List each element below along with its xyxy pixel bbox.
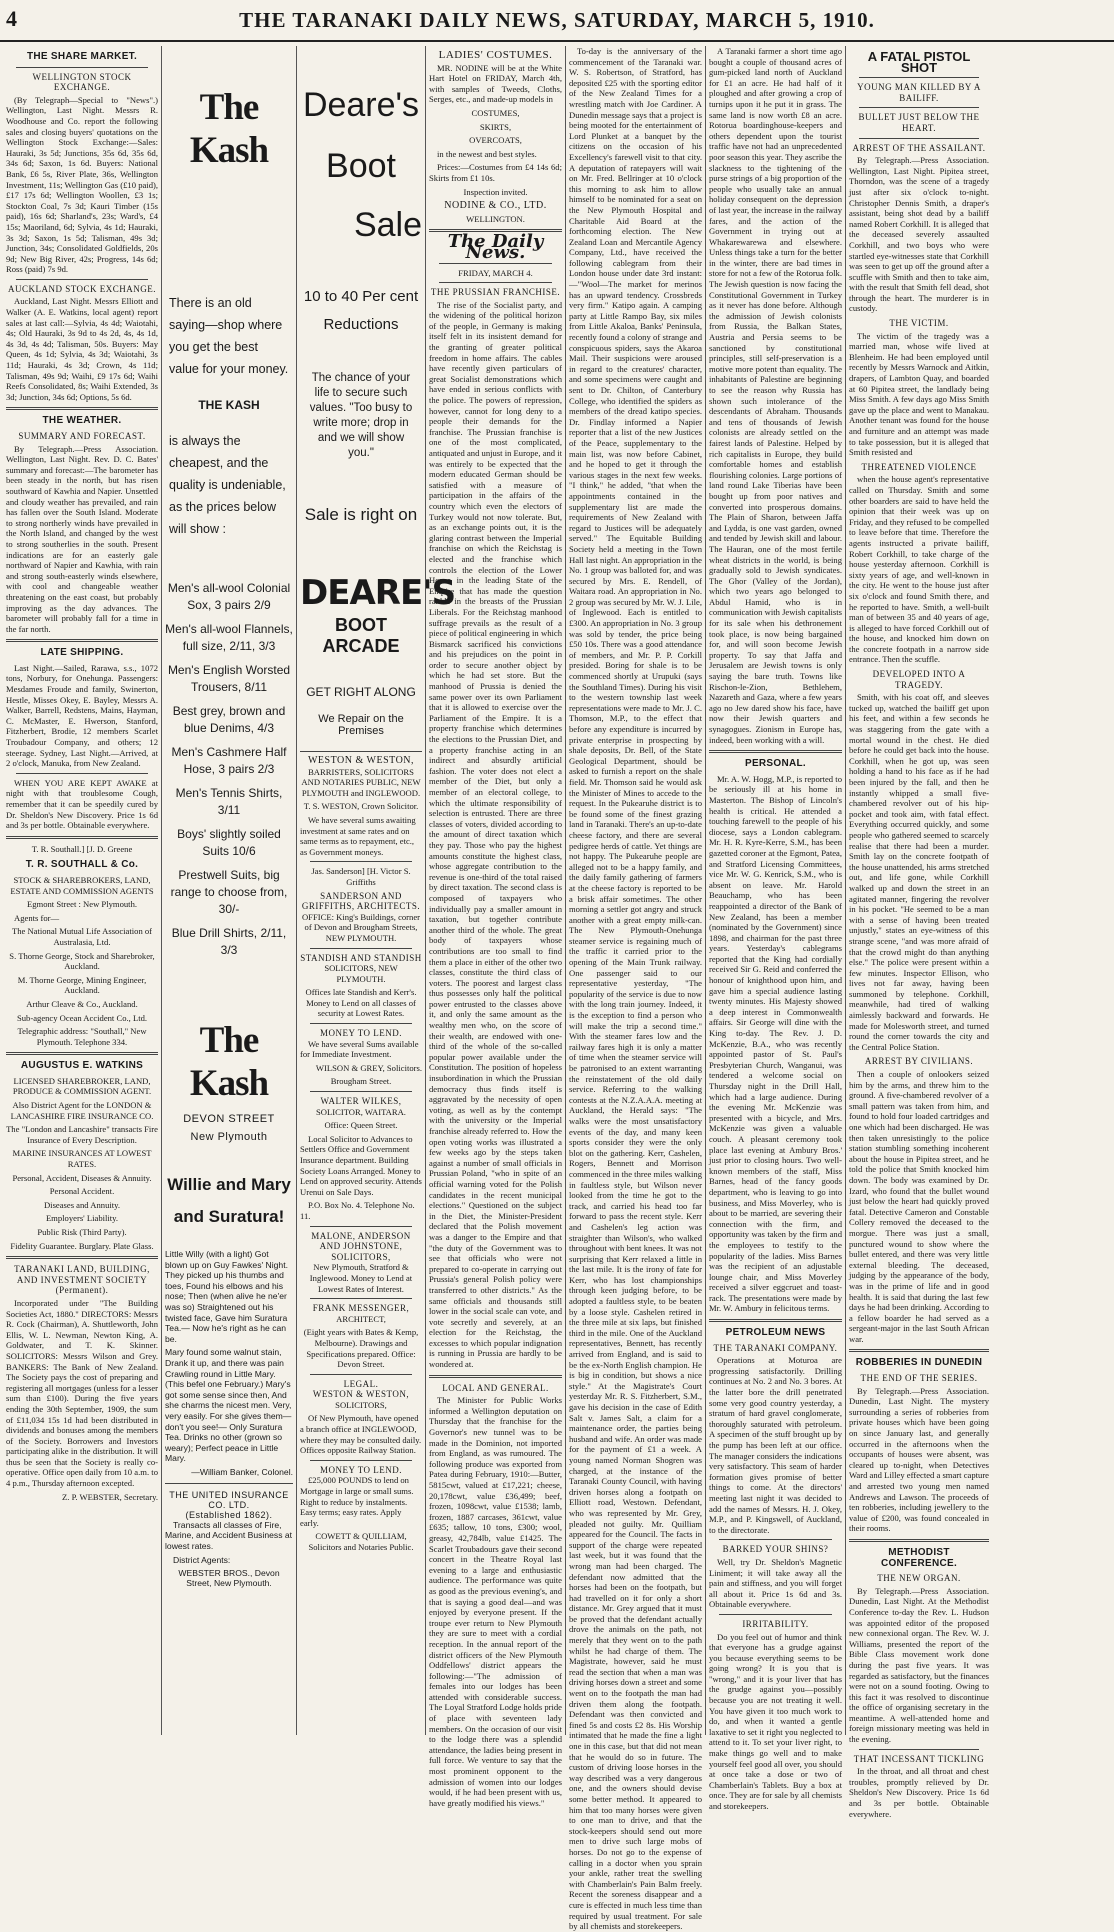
cough-advert: WHEN YOU ARE KEPT AWAKE at night with that troublesome Cough, remember that it can be speedily cured by Dr. Sheldon's New Discovery. Price 1s 6d and 3s per bottle. Obtainable everywhere.	[6, 777, 158, 831]
divider	[310, 1226, 412, 1227]
tickling-heading: THAT INCESSANT TICKLING	[853, 1753, 985, 1764]
auckland-heading: AUCKLAND STOCK EXCHANGE.	[7, 283, 157, 294]
kash-claim: is always the cheapest, and the quality is undeniable, as the prices below will show :	[169, 434, 286, 536]
irritability-heading: IRRITABILITY.	[742, 1618, 809, 1629]
weston-heading: WESTON & WESTON,	[307, 755, 415, 766]
nodine-heading: NODINE & CO., LTD.	[444, 200, 547, 212]
money-heading: MONEY TO LEND.	[319, 1028, 403, 1039]
southall-partners: T. R. Southall.] [J. D. Greene	[31, 843, 133, 854]
divider	[6, 407, 158, 410]
column-rule	[705, 46, 706, 1735]
methodist-text: By Telegraph.—Press Association. Dunedin, Last Night. At the Methodist Conference to-day the Rev. L. Hudson was appointed editor of the proposed new connexional organ. The Rev. W. J. Williams, presented the report of the Bible Class movement work done during the past five years. It was regarded as satisfactory, but the finances were not on a sound footing. Owing to this fact it was resolved to discontinue the office of organising secretary in the meantime. A well-attended home and foreign missionary meeting was held in the evening.	[849, 1585, 989, 1745]
robberies-heading: ROBBERIES IN DUNEDIN	[855, 1357, 983, 1369]
ladies-heading: LADIES' COSTUMES.	[438, 49, 553, 61]
prussian-heading: THE PRUSSIAN FRANCHISE.	[430, 287, 561, 298]
sanderson-names: Jas. Sanderson] [H. Victor S. Griffiths	[311, 866, 411, 887]
poem-signature: —William Banker, Colonel.	[191, 1466, 293, 1477]
standish-subheading: SOLICITORS, NEW PLYMOUTH.	[324, 963, 398, 984]
divider	[16, 279, 148, 280]
divider	[849, 1349, 989, 1352]
deare-advert	[300, 46, 456, 1735]
agency-item: S. Thorne George, Stock and Sharebroker, Auckland.	[9, 950, 155, 972]
overcoats-line: OVERCOATS,	[469, 135, 522, 146]
money-signature: WILSON & GREY, Solicitors.	[315, 1062, 422, 1073]
auckland-report: Auckland, Last Night. Messrs Elliott and Walker (A. E. Watkins, local agent) report sales at last call:—Sylvia, 4s 4d; Waiotahi, 4s; Old Hauraki, 3s 9d to 4s 2d, 4s, 4s 1d, 4s 3d, 4s 4d; Talisman, 50s. Buyers: May Queen, 4s 1d; Sylvia, 4s 3d; Waiotahi, 3s 11d; Hauraki, 4s 3d; Crown, 4s 11d; Talisman, 49s 9d; Waihi, £9 17s 6d; Waihi Reefs Consolidated, 8s; Waihi Extended, 3s 3d; Junction, 34s 6d; Options, 5s 6d.	[6, 296, 158, 402]
divider	[6, 1256, 158, 1259]
weather-heading: THE WEATHER.	[42, 415, 122, 427]
watkins-subheading: LICENSED SHAREBROKER, LAND, PRODUCE & COMMISSION AGENT.	[12, 1075, 152, 1097]
price-item: Men's all-wool Flannels, full size, 2/11, 3/3	[165, 622, 293, 653]
weston2-subheading: SOLICITORS,	[335, 1399, 387, 1410]
column-share-market	[6, 46, 158, 1735]
malone-heading: MALONE, ANDERSON AND JOHNSTONE, SOLICITORS,	[311, 1230, 411, 1262]
frank-subheading: ARCHITECT,	[336, 1313, 386, 1324]
divider	[300, 751, 422, 752]
divider	[16, 773, 148, 774]
divider	[310, 1091, 412, 1092]
kash-advert	[165, 46, 293, 1735]
pistol-subheading-1: YOUNG MAN KILLED BY A BAILIFF.	[857, 82, 981, 103]
insurance-line: Personal Accident.	[49, 1186, 115, 1197]
insurance-text: Transacts all classes of Fire, Marine, and Accident Business at lowest rates.	[165, 1519, 293, 1552]
deare-boot: Boot	[326, 147, 396, 185]
southall-heading: T. R. SOUTHALL & Co.	[25, 859, 139, 871]
editorial-masthead: The Daily News.	[447, 231, 544, 263]
divider	[859, 138, 979, 139]
personal-text: Mr. A. W. Hogg, M.P., is reported to be seriously ill at his home in Masterton. The Bishop of Lincoln's health is critical. He attended a touching farewell to the people of his diocese, says a London cablegram. Mr. H. R. Kyre-Kerre, S.M., has been gazetted coroner at the Egmont, Patea, and Stratford Licensing Committees, vice Mr. W. G. Kenrick, S.M., who is absent on leave. Mr. Harold Beauchamp, who has been reappointed a director of the Bank of New Zealand, has been a member (nominated by the Government) since 1898, and chairman for the past three years. Yesterday's cablegrams reported that the King had cordially received Sir G. Reid and conferred the honour of knighthood upon him, and gave him a special audience lasting twenty minutes. His Majesty showed a deep interest in Commonwealth affairs. Sir George will dine with the King to-day. The Rev. J. D. McKenzie, B.A., who was recently appointed pastor of St. Paul's Presbyterian Church, Wanganui, was tendered a welcome social on Thursday night in the Drill Hall, which had a large audience. During the evening Mr. McKenzie was presented with a bicycle, and Mrs. McKenzie was given a valuable couch. A pleasant ceremony took place last evening at Ambury Bros.' just prior to closing hours. Two well-known members of the staff, Miss Barnes, head of the fancy goods department, who is leaving to go into business, and Miss Moverley, who is about to be married, are severing their connection with the firm, and opportunity was taken by the firm and the employees to testify to the popularity of the ladies. Miss Barnes was the recipient of an adjustable lounge chair, and Miss Moverley received a silver eggcruet and toast-rack. The presentations were made by Mr. W. Ambury in felicitous terms.	[709, 773, 842, 1314]
tragedy-heading: DEVELOPED INTO A TRAGEDY.	[872, 669, 966, 690]
share-market-heading: THE SHARE MARKET.	[26, 51, 138, 62]
divider	[849, 1539, 989, 1542]
column-pistol-shot	[849, 46, 990, 1819]
methodist-heading: METHODIST CONFERENCE.	[880, 1546, 958, 1569]
deare-title: Deare's	[302, 86, 420, 124]
agency-item: The National Mutual Life Association of Australasia, Ltd.	[11, 926, 153, 947]
money2-heading: MONEY TO LEND.	[319, 1464, 403, 1475]
divider	[310, 1374, 412, 1375]
price-item: Best grey, brown and blue Denims, 4/3	[172, 704, 286, 735]
deare-column-notices	[300, 756, 422, 1553]
deare-sale-right: Sale is right on	[304, 505, 418, 524]
agency-item: Arthur Cleave & Co., Auckland.	[26, 998, 138, 1009]
insurance-line: Employers' Liability.	[45, 1213, 119, 1224]
column-personal	[709, 46, 842, 1811]
insurance-established: (Established 1862).	[185, 1509, 273, 1520]
editorial-date: FRIDAY, MARCH 4.	[458, 267, 533, 278]
insurance-line: Public Risk (Third Party).	[37, 1227, 127, 1237]
divider	[6, 639, 158, 642]
price-item: Prestwell Suits, big range to choose from, 30/-	[170, 868, 288, 916]
arrest-heading: ARREST BY CIVILIANS.	[864, 1056, 974, 1067]
kash-price-list	[165, 580, 293, 959]
tragedy-text: Smith, with his coat off, and sleeves tucked up, watched the bailiff get upon his feet, and within a few seconds he was staggering from the gate with a mortal wound in the chest. He died before he could get back into the house. Corkhill, when he got up, was seen holding a hand to his face as if he had been injured by the fall, and then he instantly whipped a small five-chambered revolver out of his hip-pocket and took aim, with fatal effect. Everything occurred quickly, and some people who gathered seemed to scarcely realise that there had been a murder. Smith lay on the concrete footpath of the house unattended, his arms stretched out, and life gone, while Corkhill walked up and down the street in an agitated manner, fingering the revolver in his pocket. "He seemed to be a man with a sense of having been treated unjustly," states an eye-witness of this strange scene, "and was more afraid of that the crowd might do than anything else." The police were present within a few minutes. Inspector Ellison, who lives not far away, having been summoned by telephone. Corkhill, meanwhile, had tired of walking aimlessly backward and forwards. He made for Molesworth street, and turned round the corner towards the city and the Central Police Station.	[849, 692, 989, 1052]
building-society-heading: TARANAKI LAND, BUILDING, AND INVESTMENT SOCIETY (Permanent).	[14, 1264, 150, 1296]
divider	[859, 77, 979, 78]
money2-signature: COWETT & QUILLIAM, Solicitors and Notaries Public.	[308, 1531, 414, 1552]
kash-town: New Plymouth	[190, 1131, 268, 1143]
divider	[859, 1749, 979, 1750]
wilkes-text: Local Solicitor to Advances to Settlers Office and Government Insurance department. Building Society Loans Arranged. Money to Lend on approved security. Attends Urenui on Sale Days.	[300, 1133, 422, 1197]
legal-heading: LEGAL.	[343, 1378, 379, 1389]
sanderson-heading: SANDERSON AND GRIFFITHS, ARCHITECTS.	[301, 890, 421, 912]
column-rule	[296, 46, 297, 1735]
local-article: The Minister for Public Works informed a Wellington deputation on Thursday that the franchise for the Governor's new tunnel was to be made in the Dominion, not imported from England, as was rumoured. The following produce was exported from Patea during February, 1910:—Butter, 5815cwt, valued at £17,221; cheese, 20,178cwt, value £36,499; beef, frozen, 1098cwt, value £1538; lamb, frozen, 1887 carcases, 361cwt, value £635; tallow, 10 tons, £300; wool, greasy, 42,784lb, value £1425. The Scarlet Troubadours gave their second concert in the Theatre Royal last evening to a large and enthusiastic audience. The performance was quite as good as the previous evening's, and that is saying a good deal—and was enjoyed by everyone present. If the troupe ever return to New Plymouth they are sure to meet with a cordial reception. In the annual report of the district officers of the New Plymouth Oddfellows' district appears the following:—"The admission of females into our lodges has been attended with considerable success. The Loyal Stratford Lodge holds pride of place with seventeen lady members. On the occasion of our visit to the lodge there was a splendid attendance, the ladies being present in full force. We venture to say that the most prominent opponent to the admission of women into our lodges would, if he had been present with us, have greatly modified his views."	[429, 1395, 562, 1808]
deare-get-right: GET RIGHT ALONG	[306, 685, 416, 699]
price-item: Boys' slightly soiled Suits 10/6	[177, 827, 281, 858]
insurance-heading: THE UNITED INSURANCE CO. LTD.	[169, 1489, 289, 1510]
deare-arcade: BOOT ARCADE	[322, 615, 400, 656]
divider	[429, 1375, 562, 1378]
divider	[719, 1539, 832, 1540]
robberies-text: By Telegraph.—Press Association. Dunedin, Last Night. The mystery surrounding a series of robberies from private houses which have been going on since January last, and generally occurred in the afternoons when the occupants of houses were absent, was cleared up to-night, when Detectives Ward and Lilley effected a smart capture and arrested two young men named Andrews and Lawson. The proceeds of ten robberies, including jewellery to the value of £200, was found concealed in their rooms.	[849, 1385, 989, 1534]
threatened-heading: THREATENED VIOLENCE	[861, 461, 977, 472]
agency-item: Sub-agency Ocean Accident Co., Ltd.	[16, 1012, 148, 1023]
insurance-agents: WEBSTER BROS., Devon Street, New Plymouth.	[178, 1567, 280, 1588]
costumes-line: COSTUMES,	[471, 107, 520, 118]
robberies-subheading: THE END OF THE SERIES.	[860, 1373, 978, 1384]
arrest-text: Then a couple of onlookers seized him by the arms, and threw him to the ground. A five-chambered revolver of a small pattern was taken from him, and found to hold four loaded cartridges and one which had been discharged. He was then taken unresistingly to the police station stumbling something incoherent about the house in Pipitea street, and he told the police that Smith knocked him down. The body was examined by Dr. Izard, who found that the bullet wound just below the heart had quickly proved fatal. Detective Cameron and Constable Collery removed the deceased to the morgue. There was just a small, punctured wound to show where the bullet entered, and there was very little external bleeding. The deceased, judging by the appearance of the body, was in the prime of life and in good health. It is said that during the last few days he had been drinking. According to a fellow boarder he had served as a sergeant-major in the last South African war.	[849, 1069, 989, 1344]
price-item: Men's Cashmere Half Hose, 3 pairs 2/3	[171, 745, 287, 776]
divider	[6, 1052, 158, 1055]
weston2-text: Of New Plymouth, have opened a branch office at INGLEWOOD, where they may be consulted daily. Offices opposite Railway Station.	[300, 1413, 422, 1456]
kash-subtitle: THE KASH	[198, 398, 260, 412]
money2-text: £25,000 POUNDS to lend on Mortgage in large or small sums. Right to reduce by instalments. Easy terms; easy rates. Apply early.	[300, 1475, 414, 1528]
pistol-subheading-2: BULLET JUST BELOW THE HEART.	[858, 112, 980, 133]
insurance-line: Fidelity Guarantee. Burglary. Plate Glass.	[10, 1240, 154, 1251]
agency-item: M. Thorne George, Mining Engineer, Auckland.	[17, 974, 147, 996]
southall-subheading: STOCK & SHAREBROKERS, LAND, ESTATE AND COMMISSION AGENTS	[10, 874, 154, 896]
methodist-subheading: THE NEW ORGAN.	[877, 1573, 961, 1584]
divider	[310, 1460, 412, 1461]
marine-insurance: MARINE INSURANCES AT LOWEST RATES.	[12, 1148, 152, 1170]
ladies-text: MR. NODINE will be at the White Hart Hotel on FRIDAY, March 4th, with samples of Tweeds, Cloths, Serges, etc., and made-up models in	[429, 62, 562, 105]
divider	[310, 948, 412, 949]
kash-title: The Kash	[189, 87, 269, 171]
pistol-subheading-3: ARREST OF THE ASSAILANT.	[852, 142, 986, 153]
column-rule	[161, 46, 162, 1735]
agents-for: Agents for—	[14, 912, 60, 923]
kash-intro: There is an old saying—shop where you get the best value for your money.	[169, 296, 289, 376]
kash-street: DEVON STREET	[183, 1113, 275, 1125]
news-paragraphs: A Taranaki farmer a short time ago bought a couple of thousand acres of gum-picked land north of Auckland for £1 an acre. He had half of it ploughed and after growing a crop of turnips upon it he put it in grass. The same land is now worth £8 an acre. Rotorua boardinghouse-keepers and others dependent upon the tourist traffic have not had an unprecedented poor season this year. They ascribe the slackness to the tightening of the purse strings of a big proportion of the people who usually take an annual holiday consequent on the depression of last year, the increase in the railway fares, and the action of the Government in trying out at Whakarewarewa and elsewhere. Unless things take a turn for the better in the winter, there are bad times in store for not a few of the Rotorua folk. The Jewish question is now facing the Constitutional Government in Turkey as it never has done before. Although the admission of Jewish colonists from Russia, the Balkan States, Austria and Persia seems to be sanctioned by constitutional principles, still self-preservation is a motive more potent than equality. The inhabitants of Palestine are beginning to see the reason why Russia has shown such intolerance of the descendants of Abraham. Thousands and tens of thousands of Jewish colonists are already settled on the fairest lands of Palestine. Helped by rich capitalists in Europe, they build comfortable homes and establish flourishing colonies. Large portions of land round Lake Tiberias have been bought up from poor natives and converted into prosperous domains. The Plain of Sharon, between Jaffa and Lydda, is one vast garden, owned and tended by Jewish skill and labour. The Hauran, one of the most fertile wheat districts in the world, is being gradually sold to Jewish syndicates. The Ghor (Valley of the Jordan), which two years ago belonged to Abdul Hamid, who is in communication with Jewish capitalists for its sale when his dethronement took place, is now being bargained for, and will soon become Jewish property. To say that Jaffa and Jerusalem are Jewish towns is only saying the bare truth. Towns like Rischon-le-Zion, Bethlehem, Nazareth and Gaza, where a few years ago no Jew dared show his face, have now their Jewish quarters and synagogues. Zionism in Europe has, indeed, been working with a will.	[709, 46, 842, 745]
divider	[709, 1319, 842, 1322]
divider	[310, 1298, 412, 1299]
shipping-heading: LATE SHIPPING.	[40, 647, 124, 659]
telegraphic-address: Telegraphic address: "Southall," New Plymouth. Telephone 334.	[17, 1026, 147, 1047]
insurance-line: Personal, Accident, Diseases & Annuity.	[12, 1172, 152, 1183]
money-text: We have several Sums available for Immediate Investment.	[300, 1038, 419, 1060]
willie-mary-heading: Willie and Mary and Suratura!	[167, 1175, 291, 1226]
weston-crown: T. S. WESTON, Crown Solicitor.	[303, 801, 419, 812]
wilkes-office: Office: Queen Street.	[324, 1120, 398, 1131]
divider	[709, 750, 842, 753]
building-society-text: Incorporated under "The Building Societies Act, 1880." DIRECTORS: Messrs R. Cock (Chairman), A. Shuttleworth, John Ellis, W. L. Newman, Newton King, A. Goldwater, and T. K. Skinner. SOLICITORS: Messrs Wilson and Grey. BANKERS: The Bank of New Zealand. The Society pays the cost of preparing and registering all mortgages (unless for a lesser sum than £100). During the five years ending the 30th September, 1909, the sum of £11,034 15s 1d had been distributed in dividends and bonuses among the members of the Society. Borrowers and Investors participating alike in the distribution. It will thus be seen that the Society is really co-operative. Office open daily from 10 a.m. to 4 p.m., Thursday afternoon excepted.	[6, 1297, 158, 1489]
latest-styles: in the newest and best styles.	[437, 148, 537, 159]
poem-mary: Mary found some walnut stain, Drank it up, and there was pain Crawling round in Little Mary. (This befel one February.) Mary's got some sense since then, And she charms the nicest men. Very, very easily. For she gives them—don't you see!— Only Suratura Tea. Drinks no other (grown so weary); Perfect peace in Little Mary.	[165, 1347, 292, 1464]
southall-address: Egmont Street : New Plymouth.	[26, 899, 138, 910]
weather-subheading: SUMMARY AND FORECAST.	[18, 431, 146, 441]
column-local-news	[569, 46, 702, 1932]
frank-heading: FRANK MESSENGER,	[312, 1303, 410, 1314]
inspection-line: Inspection invited.	[463, 186, 528, 197]
threatened-text: when the house agent's representative called on Thursday. Smith and some other boarders are said to have held the opinion that their week was up on Friday, and they refused to be compelled to leave before that time. Therefore the agents instructed a private bailiff, Robert Corkhill, to take charge of the house yesterday afternoon. Corkhill is sixty years of age, and well-known in the city. He went to the house just after six o'clock and found Smith there, and he reported to have. Smith, a well-built man of between 35 and 40 years of age, is alleged to have forced Corkhill out of the house, and knocked him down on the concrete footpath in a narrow side entrance. Then the scuffle.	[849, 474, 990, 665]
standish-text: Offices late Standish and Kerr's. Money to Lend on all classes of security at Lowest Rates.	[305, 987, 417, 1019]
divider	[310, 861, 412, 862]
petroleum-text: Operations at Moturoa are progressing satisfactorily. Drilling continues at No. 2 and No. 3 bores. At the latter bore the drill penetrated some very good country yesterday, a stratum of hard gravel conglomerate, thoroughly saturated with petroleum. A specimen of the stuff brought up by the pump has been left at our office. The manager considers the indications very satisfactory. This seam of harder formation gives promise of better things to come. At the directors' meeting last night it was decided to add the names of Messrs. H. J. Okey, M.P., and P. Kingswell, of Auckland, to the directorate.	[709, 1355, 842, 1535]
deare-sale: Sale	[353, 206, 422, 244]
deare-repair: We Repair on the Premises	[318, 713, 404, 737]
divider	[859, 107, 979, 108]
nodine-town: WELLINGTON.	[466, 213, 525, 224]
wellington-report: (By Telegraph—Special to "News".) Wellington, Last Night. Messrs R. Woodhouse and Co. report the following sales and closing buyers' quotations on the Wellington Stock Exchange:—Sales: Hauraki, 3s 5d; Junctions, 35s 6d, 35s 6d, 34s 6d; Saxon, 1s 6d. Buyers: National Bank, £6 5s, River Plate, 36s, Wellington Investment, 11s; Wellington Gas (£10 paid), £17 17s 6d; Wellington Woollen, £3 1s; Stockton Coal, 7s 3d; Kauri Timber (15s paid), 16s 6d; Sharland's, 23s; Ward's, £4 15s; Maoriland, 6d; Sylvia, 4s 1d; Hauraki, 3s 3d; Saxon, 1s 5d; Talisman, 49s 3d; Junction, 34s; Consolidated Goldfields, 20s 9d; New Big River, 42s; Progress, 14s 6d; Ross (paid) 7s 9d.	[6, 94, 158, 275]
page-number: 4	[6, 6, 17, 31]
money-street: Brougham Street.	[330, 1076, 392, 1087]
price-item: Men's all-wool Colonial Sox, 3 pairs 2/9	[167, 581, 291, 612]
price-item: Blue Drill Shirts, 2/11, 3/3	[171, 926, 287, 957]
wilkes-subheading: SOLICITOR, WAITARA.	[316, 1106, 406, 1117]
price-item: Men's Tennis Shirts, 3/11	[175, 786, 283, 817]
shipping-report: Last Night.—Sailed, Rarawa, s.s., 1072 tons, Norbury, for Onehunga. Passengers: Mesdames Froude and family, Swinerton, Hestle, Misses Okey, E. Bayley, Messrs A. Walker, Barrell, Redstens, Mains, Hayman, C. McMaster, E. Hwerson, Stanford, Fitzherbert, Brodie, 12 members Scarlet Troubadour Company, and others; 12 steerage. Sydney, Last Night.—Arrived, at 2 o'clock, Manuka, from New Zealand.	[6, 662, 158, 769]
tickling-text: In the throat, and all throat and chest troubles, promptly relieved by Dr. Sheldon's New Discovery. Price 1s 6d and 3s per bottle. Obtainable everywhere.	[849, 1766, 989, 1819]
malone-text: New Plymouth, Stratford & Inglewood. Money to Lend at Lowest Rates of Interest.	[309, 1262, 413, 1294]
wilkes-box: P.O. Box No. 4. Telephone No. 11.	[300, 1200, 415, 1221]
wellington-heading: WELLINGTON STOCK EXCHANGE.	[32, 71, 132, 93]
barked-text: Well, try Dr. Sheldon's Magnetic Liniment; it will take away all the pain and stiffness, and you will forget all about it. Price 1s 6d and 3s. Obtainable everywhere.	[709, 1556, 842, 1610]
weston-text: We have several sums awaiting investment at same rates and on same terms as to repayment, etc., as Government moneys.	[300, 814, 416, 857]
deare-chance: The chance of your life to secure such values. "Too busy to write more; drop in and we will show you."	[309, 372, 413, 459]
divider	[439, 282, 552, 283]
divider	[165, 1483, 293, 1484]
column-rule	[425, 46, 426, 1735]
frank-text: (Eight years with Bates & Kemp, Melbourne). Drawings and Specifications prepared. Office: Devon Street.	[303, 1327, 419, 1370]
deare-arcade-name: DEARE'S	[300, 573, 456, 613]
pistol-heading: A FATAL PISTOL SHOT	[867, 49, 971, 75]
newspaper-title: THE TARANAKI DAILY NEWS, SATURDAY, MARCH 5, 1910.	[239, 8, 875, 32]
masthead	[0, 0, 1114, 42]
local-heading: LOCAL AND GENERAL.	[442, 1382, 549, 1393]
victim-text: The victim of the tragedy was a married man, whose wife lived at Blenheim. He had been employed until recently by Messrs Warnock and Aitkin, drapers, of Lambton Quay, and boarded at 60 Pipitea street, the landlady being Miss Smith. A few days ago Miss Smith gave up the place and went to Manakau. Another tenant was found for the house and furniture and an attempt was made to take possession, but it is alleged that Smith resisted and	[849, 330, 989, 458]
personal-heading: PERSONAL.	[744, 758, 807, 770]
divider	[719, 1614, 832, 1615]
sanderson-text: OFFICE: King's Buildings, corner of Devon and Brougham Streets, NEW PLYMOUTH.	[301, 911, 421, 943]
weather-report: By Telegraph.—Press Association. Wellington, Last Night. Rev. D. C. Bates' summary and forecast:—The barometer has been steady in the north, but has risen southward of Kawhia and Napier. Unsettled and cloudy weather has prevailed, and rain has fallen over the South Island. Moderate to strong northerly winds have prevailed in the North Island, and changed by the west to strong southerlies in the south. Present indications are for an easterly gale northward of Napier and Kawhia, with rain and strong south-easterly winds elsewhere, with cool and changeable weather threatening on the east coast, but probably improving as the day advances. The barometer will probably fall for a time in the far north.	[6, 443, 158, 634]
weston2-heading: WESTON & WESTON,	[312, 1389, 410, 1400]
kash-title-2: The Kash	[189, 1020, 269, 1104]
column-editorial	[429, 46, 562, 1808]
wilkes-heading: WALTER WILKES,	[320, 1096, 402, 1107]
pistol-article: By Telegraph.—Press Association. Wellington, Last Night. Pipitea street, Thorndon, was the scene of a tragedy just after six o'clock to-night. Christopher Dennis Smith, a draper's assistant, being shot dead by a bailiff named Robert Corkhill. It is alleged that the deceased severely assaulted Corkhill, and two boys who were startled eye-witnesses state that Corkhill was seen to get up off the ground after a scuffle with Smith and then to take aim, with the result that Smith fell dead, shot through the heart. The murderer is in custody.	[849, 155, 989, 314]
skirts-line: SKIRTS,	[479, 121, 512, 132]
column-rule	[565, 46, 566, 1735]
prussian-article: The rise of the Socialist party, and the widening of the political horizon of the people, in Germany is making itself felt in its insistent demand for the granting of greater political freedom in home affairs. The cables have recently given particulars of great Socialist demonstrations which have ended in serious conflicts with the police. The powers of repression, however, cannot for long deny to a people their demands for the franchise. The Prussian franchise is one of the most complicated, antiquated and unjust in Europe, and it was entirely to be expected that the modern educated German should be satisfied with a measure of participation in the affairs of the country which even the electors of Turkey would not now tolerate. But, as an exchange points out, it is the glaring contrast between the Imperial franchise on which the Reichstag is elected and the franchise which controls the election of the Lower House in the leading State of the Empire that has made the question rankle in the breasts of the Prussian Liberals. For the Reichstag manhood suffrage prevails as the result of a piece of political engineering in which Bismarck sacrificed his convictions and his prejudices on the point in order to secure another object by which he had set store. But the manhood of Prussia is denied the same power over its own Parliament that it is allowed to exercise over the Parliament of the Empire. It is a property franchise which determines the elections to the Prussian Diet, and a property franchise acting in an indirect and absurdly artificial fashion. The voter does not elect a member of the Diet, but only a member of an electoral college, to which the ultimate responsibility of selection is entrusted. There are three classes of voters, divided according to the amount of direct taxation which they pay. Those who pay the highest amounts constitute the highest class, whose aggregate contribution to the revenue is one-third of the total raised by direct taxation. The second class is composed of taxpayers who individually pay a smaller amount in taxation, but together contribute another third of the whole. The great body of taxpayers whose contributions are too small to find them a place in either of the other two classes, constitute the third class of voters. The poorest and largest class thus possesses only half the political power entrusted to the classes above it, and only the same amount as the wealthy men who, on the score of their wealth, are endowed with one-third of the whole of the so-called popular power available under the Constitution. The position of hopeless insubordination in which the Prussian democracy thus finds itself is aggravated by the necessity of open voting, as well as by the contempt with the university or the Imperial franchise already referred to. How the open voting works was illustrated a few weeks ago by the steps taken against a number of small officials in Prussian Poland, "who in spite of an official warning voted for the Polish candidates in the recent municipal elections." Questioned on the subject in the Diet, the Minister-President declared that the Polish movement was a danger to the Empire and that "the duty of the Government was to see that officials who were not prepared to co-operate in carrying out Prussia's general Polish policy were transferred to other districts." As the same officials and thousands still lower in the social scale can vote, and vote secretly and severely, at an election for the Reichstag, the excesses to which popular indignation is running in Prussia are hardly to be wondered at.	[429, 299, 562, 1370]
insurance-agents-label: District Agents:	[173, 1554, 231, 1565]
discount-headline: 10 to 40 Per cent Reductions	[303, 288, 419, 333]
insurance-line: Diseases and Annuity.	[43, 1199, 121, 1210]
building-society-signature: Z. P. WEBSTER, Secretary.	[62, 1491, 158, 1502]
watkins-heading: AUGUSTUS E. WATKINS	[20, 1060, 144, 1072]
divider	[310, 1023, 412, 1024]
watkins-insurance: The "London and Lancashire" transacts Fire Insurance of Every Description.	[6, 1124, 158, 1145]
divider	[16, 67, 148, 68]
column-rule	[845, 46, 846, 1735]
petroleum-subheading: THE TARANAKI COMPANY.	[713, 1342, 838, 1353]
irritability-text: Do you feel out of humor and think that everyone has a grudge against you because everything seems to be going wrong? It is you that is "wrong," and it is your liver that has the grudge against you—possibly because you are not treating it well. You have given it too much work to do, and when it wanted a gentle laxative to set it right you neglected to attend to it. To set your liver right, to make things go well and to make yourself feel good all over, you should at once take a dose or two of Chamberlain's Tablets. Buy a box at once. They are for sale by all chemists and storekeepers.	[709, 1631, 842, 1811]
price-item: Men's English Worsted Trousers, 8/11	[167, 663, 291, 694]
weston-subheading: BARRISTERS, SOLICITORS AND NOTARIES PUBLIC, NEW PLYMOUTH and INGLEWOOD.	[301, 766, 421, 798]
poem-willy: Little Willy (with a light) Got blown up on Guy Fawkes' Night. They picked up his thumbs and toes, Found his elbows and his nose; Then (when alive he ne'er was so) Straightened out his twisted face, Gave him Suratura Tea.— Now he's right as he can be.	[165, 1249, 288, 1344]
standish-heading: STANDISH AND STANDISH	[300, 952, 422, 963]
victim-heading: THE VICTIM.	[889, 318, 949, 329]
local-news-text: To-day is the anniversary of the commencement of the Taranaki war. W. S. Robertson, of Stratford, has deposited £25 with the sporting editor of the New Zealand Times for a wrestling match with Joe Cardiner. A Dunedin message says that a project is being mooted for the entertainment of Lord Plunket at a banquet by the citizens on the occasion of his Excellency's farewell visit to that city. A deputation of ratepayers will wait on Mr. Fred. Bellringer at 10 o'clock this morning to ask him to allow himself to be nominated for a seat on the New Plymouth Hospital and Charitable Aid Board at the forthcoming election. The New Zealand Loan and Mercantile Agency Company, Ltd., have received the following cablegram from their London house under date 3rd instant:—"Wool—The market for merinos has an upward tendency. Crossbreds very firm." Katipo again. A camping party at Little Rampo Bay, six miles from Little Akaloa, Banks' Peninsula, recently found a colony of strange and conspicuous spiders, says the Akaroa Mail. Their suspicions were aroused in regard to the creatures' character, and some specimens were caught and sent to Dr. Chilton, of Canterbury College, who identified the spiders as members of the dread katipo species. Dr. Findlay informed a Napier reporter that a list of the new Justices of the Peace, supplementary to the main list, was now before Cabinet, and he hoped to get it through the various stages in the next few weeks. "I think," he added, "that when the appointments contained in the supplementary list are made the requirements of New Zealand with regard to Justices will be adequately served." The Equitable Building Society held a meeting in the Town Hall last night. An appropriation in the No. 1 group was balloted for, and was secured by Mrs. E. Rendell, of Waitara road. An appropriation in No. 2 group was secured by Mr. W. J. Lile, of Inglewood. Each is entitled to £300. An appropriation in No. 3 group was sold by tender, the price being £50 10s. There was a good attendance of members, and Mr. P. P. Corkill presided. Boring for shale is to be commenced shortly at Urupuki (says the Southland Times). During his visit to the western township last week representations were made to Mr. J. C. Thomson, M.P., to the effect that before any expenditure is incurred by private enterprise in prospecting by shale deposits, Dr. Bell, of the State Geological Department, should be asked to furnish a report on the shale field. Mr. Thomson said he would ask the Minister of Mines to accede to the request. In the Pukearuhe district is to be found some of the finest grazing land in Taranaki. There's an up-to-date cheese factory, and there are several pedigree herds of cattle. Yet things are not happy. The Pukearuhe people are alleged not to be a happy family, and the daily family gathering of farmers at the cheese factory is reported to be a brisk affair sometimes. The other morning a settler got angry and struck another with a great empty milk-can. The New Plymouth-Onehunga steamer service is regaining much of the traffic it carried prior to the opening of the Main Trunk railway. One passenger said to our representative yesterday, "The popularity of the service is due to now with the long train journey. Indeed, it is the exception to find a person who will make the trip a second time." With the steamer fares low and the railway fares high it is only a matter of time when the steamer service will be patronised to an extent warranting the reinstatement of the old daily service. Referring to the walking contests at the N.Z.A.A.A. meeting at Auckland, the Herald says: "The walks were the most unsatisfactory events of the day, and many keen sports consider they were the only blot on the gathering. Kerr, Cashelen, Rogers, Bennett and Morrison commenced in the three miles walking in faultless style, but Wilson never looked from the time he got to the track, and carried his head too far forward to pass the recent style. Kerr and Cashelen's leg action was straighter than Wilson's, who walked throughout with bent knees. It was not surprising that Kerr relaxed a little in the last mile. It is the irony of fate for Kerr, who has lost championships through keen judging before, to be adopted a faultless style, to be beaten by a loose style. Cashelen retired in the three mile at six laps, but finished third in the mile. One of the Auckland representatives, Bennett, has recently arrived from England, and is said to be the ex-North English champion. He is big in condition, but shows a nice style." At the Magistrate's Court yesterday Mr. R. S. Fitzherbert, S.M., gave his decision in the case of Edith Salt v. James Salt, a claim for a maintenance order, the parties being husband and wife. An order was made for the payment of £1 a week. A young named Norman Shogren was charged, at the instance of the Taranaki County Council, with having driven horses along a footpath on Elliott road, Westown. Defendant, who was represented by Mr. Grey, pleaded not guilty. Mr. Quilliam appeared for the Council. The facts in support of the charge were repeated last week, but it was found that the wrong man had been charged. The defendant now admitted that the horses had been on the footpath, but had travelled on it for only a short distance. Mr. Grey argued that it must be proved that the defendant actually drove the animals on the path, not merely that they went on to the path whilst he had charge of them. The Magistrate, however, said he must read the section that when a man was driving horses down a street and some went on to the footpath the man had driven them along the footpath. Defendant was then convicted and fined 5s and costs £2 8s. His Worship intimated that he made the fine a light one in this case, but that did not mean that he would do so in future. The custom of driving loose horses in the way described was a very dangerous one, and the owners should devise some better method. It appeared to him that too many horses were given to one man to drive, and that the stock-keepers should send out more men to drive such large mobs of horses. Do not go to the expense of calling in a doctor when you sprain your ankle, rather treat the swelling with Chamberlain's Pain Balm freely. Recent the soreness disappear and a cure is effected in much less time than required by usual treatment. For sale by all chemists and storekeepers.	[569, 46, 702, 1932]
prices-line: Prices:—Costumes from £4 14s 6d; Skirts from £1 10s.	[429, 162, 562, 183]
watkins-agency: Also District Agent for the LONDON & LANCASHIRE FIRE INSURANCE CO.	[10, 1100, 154, 1121]
barked-heading: BARKED YOUR SHINS?	[722, 1544, 829, 1555]
petroleum-heading: PETROLEUM NEWS	[725, 1327, 826, 1339]
divider	[6, 836, 158, 839]
